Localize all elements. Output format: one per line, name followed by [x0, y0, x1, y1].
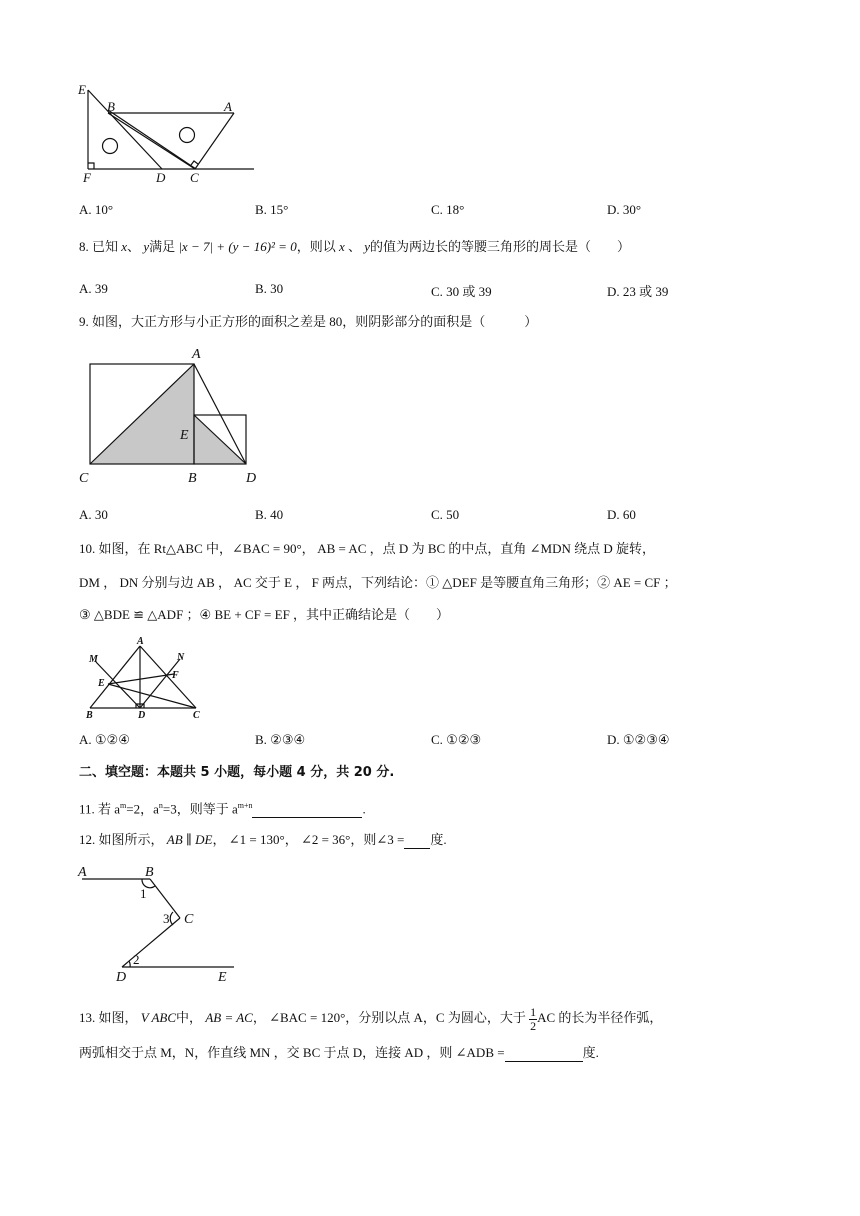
q10-line3: ③ △BDE ≌ △ADF ；④ BE + CF = EF ，其中正确结论是（ ） [79, 607, 450, 622]
q13-answer-blank[interactable] [505, 1047, 583, 1062]
section2-heading: 二、填空题：本题共 5 小题，每小题 4 分，共 20 分. [79, 765, 395, 780]
q10-option-c: C. ①②③ [431, 732, 482, 747]
q9-option-b: B. 40 [255, 507, 284, 522]
q8-option-a: A. 39 [79, 281, 108, 296]
label-F: F [83, 170, 91, 185]
q7-option-d: D. 30° [607, 202, 642, 217]
label-A: A [192, 347, 201, 362]
q7-option-b: B. 15° [255, 202, 289, 217]
label-D: D [156, 170, 166, 185]
q8-question: 8. 已知 x、 y满足 |x − 7| + (y − 16)² = 0，则以 x 、 y的值为两边长的等腰三角形的周长是（ ） [79, 239, 631, 254]
q10-line1: 10. 如图，在 Rt△ABC 中，∠BAC = 90°， AB = AC ，点 D 为 BC 的中点，直角 ∠MDN 绕点 D 旋转， [79, 541, 656, 556]
label-C: C [79, 471, 89, 486]
label-E: E [98, 678, 105, 689]
q7-figure [74, 80, 264, 188]
q12-question: 12. 如图所示， AB ∥ DE， ∠1 = 130°， ∠2 = 36°，则∠3 = 度. [79, 832, 447, 847]
label-angle-3: 3 [163, 911, 170, 926]
label-C: C [193, 710, 200, 720]
q12-answer-blank[interactable] [404, 834, 430, 849]
q11-question: 11. 若 $a^m=2$，$a^n=3$，则等于 $a^{m+n}$ . [79, 801, 366, 817]
q13-line2: 两弧相交于点 M，N，作直线 MN ，交 BC 于点 D，连接 AD ，则 ∠ADB = 度. [79, 1045, 599, 1060]
q12-figure [74, 860, 244, 988]
q9-figure [74, 342, 274, 490]
q10-option-b: B. ②③④ [255, 732, 306, 747]
label-B: B [107, 99, 115, 114]
q8-option-c: C. 30 或 39 [431, 284, 492, 299]
label-angle-1: 1 [140, 886, 147, 901]
q13-line1: 13. 如图， V ABC中， AB = AC， ∠BAC = 120°，分别以点 A，C 为圆心，大于 $\frac{1}{2}$ AC 的长为半径作弧， [79, 1004, 663, 1033]
label-D: D [138, 710, 146, 720]
q9-question: 9. 如图，大正方形与小正方形的面积之差是 80，则阴影部分的面积是（ ） [79, 314, 538, 329]
label-B: B [145, 865, 154, 880]
q7-option-a: A. 10° [79, 202, 114, 217]
q9-option-c: C. 50 [431, 507, 460, 522]
label-E: E [180, 428, 189, 443]
label-E: E [218, 970, 227, 985]
q7-option-c: C. 18° [431, 202, 465, 217]
label-C: C [190, 170, 199, 185]
q9-option-a: A. 30 [79, 507, 108, 522]
q10-option-a: A. ①②④ [79, 732, 130, 747]
q8-equation: |x − 7| + (y − 16)² = 0 [178, 239, 297, 254]
q8-option-b: B. 30 [255, 281, 284, 296]
label-A: A [78, 865, 87, 880]
label-M: M [89, 654, 98, 665]
q8-option-d: D. 23 或 39 [607, 284, 669, 299]
label-B: B [86, 710, 93, 720]
q11-answer-blank[interactable] [252, 803, 362, 818]
label-A: A [137, 636, 144, 647]
label-angle-2: 2 [133, 952, 140, 967]
label-D: D [246, 471, 257, 486]
q10-option-d: D. ①②③④ [607, 732, 670, 747]
q10-line2: DM ， DN 分别与边 AB ， AC 交于 E ， F 两点，下列结论：① △DEF 是等腰直角三角形；② AE = CF ； [79, 575, 677, 590]
label-F: F [172, 670, 179, 681]
label-E: E [78, 82, 86, 97]
q10-figure [80, 634, 210, 720]
label-C: C [184, 912, 194, 927]
label-B: B [188, 471, 197, 486]
q13-fraction: $\frac{1}{2}$ [530, 1004, 537, 1033]
label-D: D [116, 970, 127, 985]
label-A: A [224, 99, 232, 114]
q9-option-d: D. 60 [607, 507, 636, 522]
label-N: N [177, 652, 185, 663]
